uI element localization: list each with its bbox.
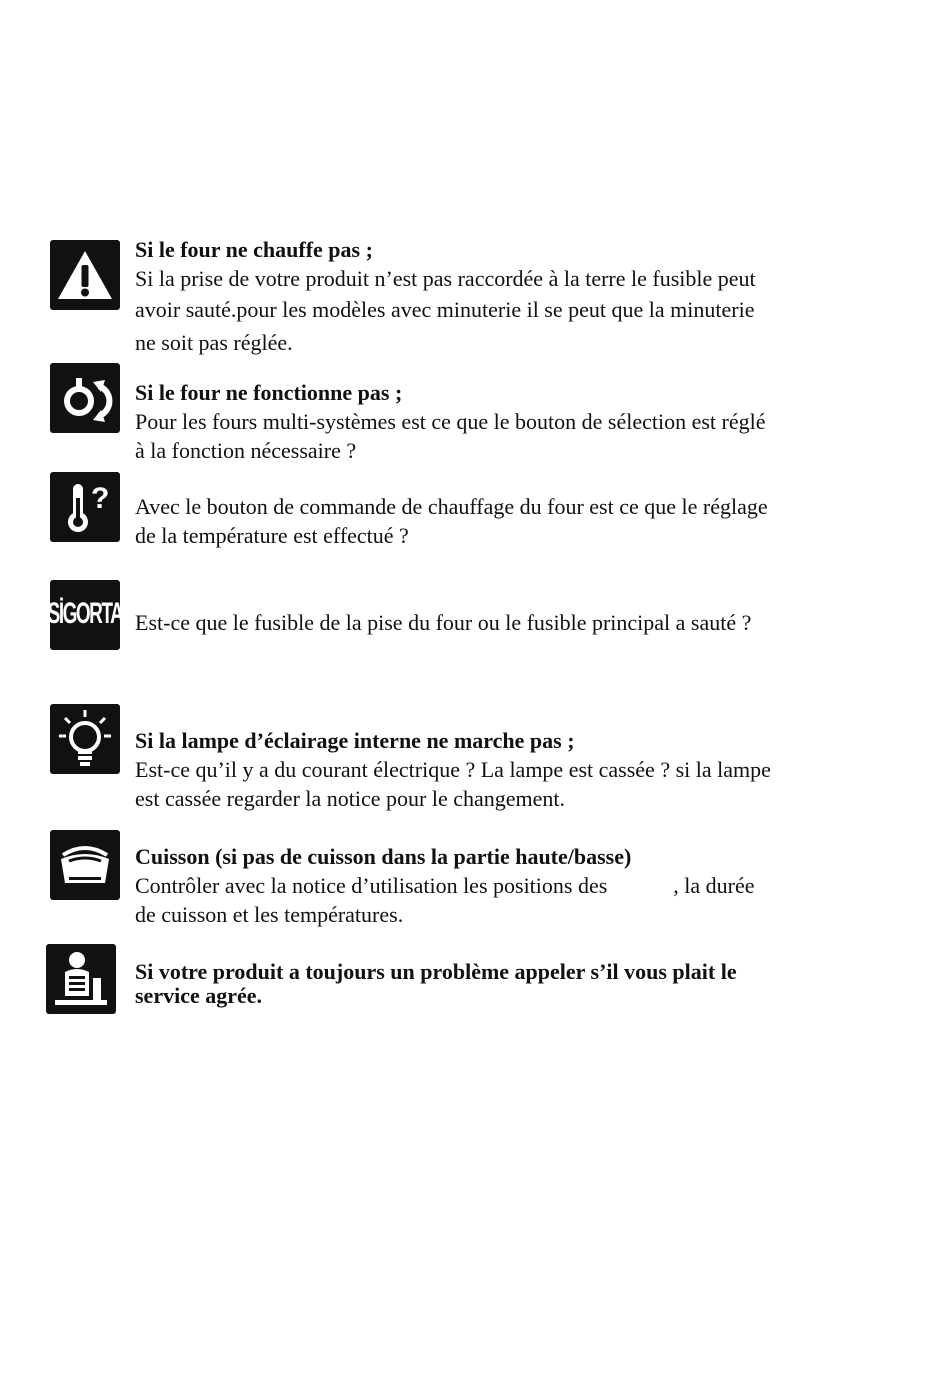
item-line: Pour les fours multi-systèmes est ce que le bouton de sélection est réglé	[135, 409, 766, 434]
lamp-icon	[50, 704, 120, 774]
item-line: est cassée regarder la notice pour le changement.	[135, 786, 566, 811]
item-line: de la température est effectué ?	[135, 523, 409, 548]
item-title: Si le four ne chauffe pas ;	[135, 237, 373, 262]
fuse-icon-label: SİGORTA	[47, 597, 123, 631]
item-title: Cuisson (si pas de cuisson dans la partie haute/basse)	[135, 844, 632, 869]
svg-text:?: ?	[91, 482, 110, 515]
service-technician-icon	[46, 944, 116, 1014]
item-line: ne soit pas réglée.	[135, 330, 293, 355]
item-line: Si la prise de votre produit n’est pas raccordée à la terre le fusible peut	[135, 266, 756, 291]
thermometer-question-icon	[50, 472, 120, 542]
item-line: à la fonction nécessaire ?	[135, 438, 357, 463]
item-title: Si le four ne fonctionne pas ;	[135, 380, 403, 405]
item-line: de cuisson et les températures.	[135, 902, 404, 927]
item-line: avoir sauté.pour les modèles avec minuterie il se peut que la minuterie	[135, 297, 755, 322]
item-line: Est-ce qu’il y a du courant électrique ? La lampe est cassée ? si la lampe	[135, 757, 771, 782]
item-title: Si la lampe d’éclairage interne ne marche pas ;	[135, 728, 575, 753]
item-line: service agrée.	[135, 983, 263, 1008]
item-line: Si votre produit a toujours un problème appeler s’il vous plait le	[135, 959, 737, 984]
item-line: Est-ce que le fusible de la pise du four ou le fusible principal a sauté ?	[135, 610, 752, 635]
item-line: Contrôler avec la notice d’utilisation les positions des , la durée	[135, 873, 755, 898]
warning-triangle-icon	[50, 240, 120, 310]
cooking-dish-icon	[50, 830, 120, 900]
fuse-icon	[47, 580, 123, 650]
item-line: Avec le bouton de commande de chauffage du four est ce que le réglage	[135, 494, 768, 519]
function-selector-icon	[50, 363, 120, 433]
